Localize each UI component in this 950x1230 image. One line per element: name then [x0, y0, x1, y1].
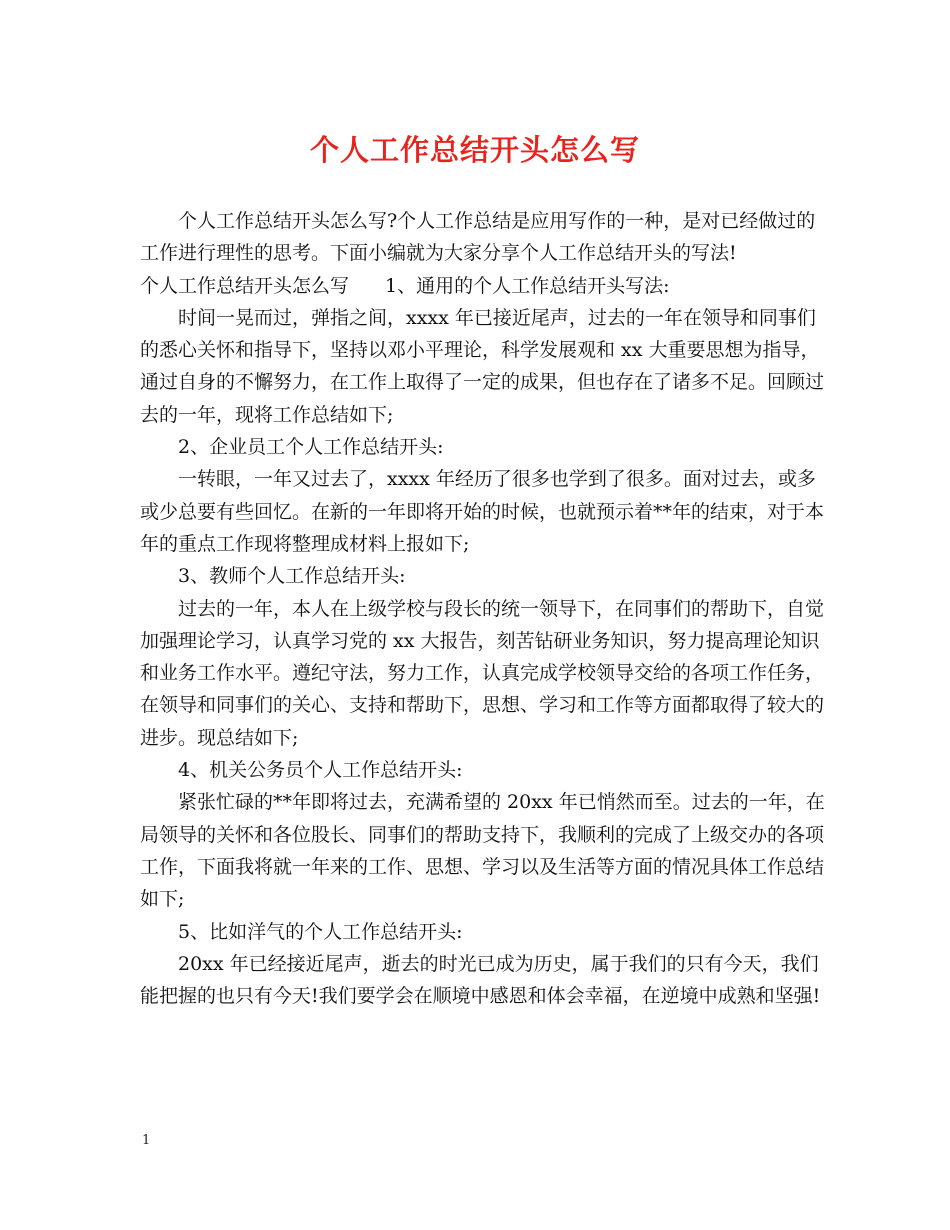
page-number: 1 [142, 1133, 151, 1148]
text-line: 3、教师个人工作总结开头: [178, 565, 406, 588]
text-line: 过去的一年，本人在上级学校与段长的统一领导下，在同事们的帮助下，自觉 [178, 597, 825, 620]
text-line: 4、机关公务员个人工作总结开头: [178, 759, 463, 782]
text-line: 去的一年，现将工作总结如下; [140, 403, 394, 426]
text-line: 时间一晃而过，弹指之间，xxxx 年已接近尾声，过去的一年在领导和同事们 [178, 306, 816, 329]
document-title: 个人工作总结开头怎么写 [309, 133, 640, 167]
text-line: 工作进行理性的思考。下面小编就为大家分享个人工作总结开头的写法! [140, 242, 737, 265]
text-line: 的悉心关怀和指导下，坚持以邓小平理论，科学发展观和 xx 大重要思想为指导， [140, 339, 820, 362]
text-line: 通过自身的不懈努力，在工作上取得了一定的成果，但也存在了诸多不足。回顾过 [140, 371, 825, 394]
text-line: 进步。现总结如下; [140, 726, 299, 749]
text-line: 年的重点工作现将整理成材料上报如下; [140, 532, 470, 555]
text-line: 和业务工作水平。遵纪守法，努力工作，认真完成学校领导交给的各项工作任务， [140, 662, 825, 685]
text-line: 20xx 年已经接近尾声，逝去的时光已成为历史，属于我们的只有今天，我们 [178, 952, 819, 975]
section-heading: 1、通用的个人工作总结开头写法: [385, 274, 670, 297]
text-line: 工作，下面我将就一年来的工作、思想、学习以及生活等方面的情况具体工作总结 [140, 855, 825, 878]
text-line: 局领导的关怀和各位股长、同事们的帮助支持下，我顺利的完成了上级交办的各项 [140, 823, 825, 846]
text-line: 2、企业员工个人工作总结开头: [178, 436, 444, 459]
document-body [140, 205, 825, 1012]
text-line: 一转眼，一年又过去了，xxxx 年经历了很多也学到了很多。面对过去，或多 [178, 468, 816, 491]
text-line: 如下; [140, 888, 185, 911]
text-line: 在领导和同事们的关心、支持和帮助下，思想、学习和工作等方面都取得了较大的 [140, 694, 825, 717]
text-line: 加强理论学习，认真学习党的 xx 大报告，刻苦钻研业务知识，努力提高理论知识 [140, 629, 820, 652]
text-line: 5、比如洋气的个人工作总结开头: [178, 920, 463, 943]
text-line: 个人工作总结开头怎么写?个人工作总结是应用写作的一种，是对已经做过的 [178, 210, 816, 232]
text-line: 或少总要有些回忆。在新的一年即将开始的时候，也就预示着**年的结束，对于本 [140, 500, 825, 523]
section-heading-label: 个人工作总结开头怎么写 [140, 274, 350, 297]
text-line: 能把握的也只有今天!我们要学会在顺境中感恩和体会幸福，在逆境中成熟和坚强! [140, 985, 821, 1008]
text-line [140, 270, 812, 302]
text-line: 紧张忙碌的**年即将过去，充满希望的 20xx 年已悄然而至。过去的一年，在 [178, 791, 825, 814]
